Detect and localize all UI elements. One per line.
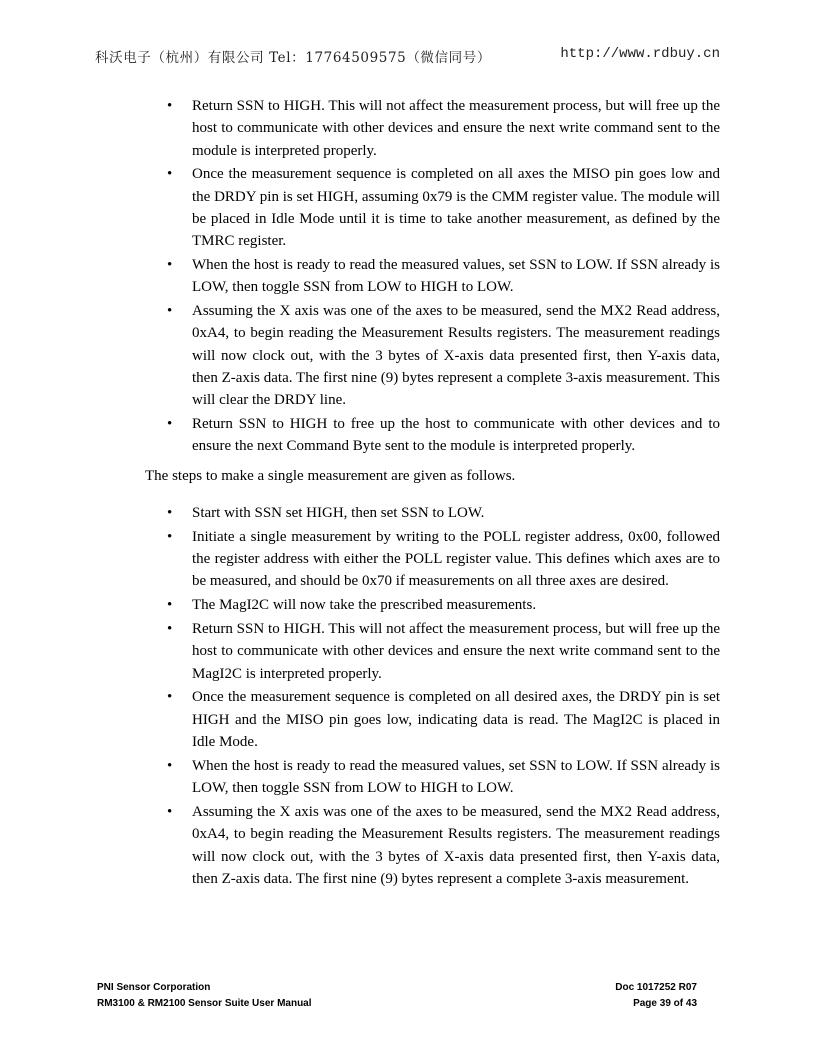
page-content <box>145 95 720 892</box>
list-item: • Return SSN to HIGH. This will not affect the measurement process, but will free up the host to communicate with other devices and ensure the next write command sent to the MagI2C is interpreted properly. <box>145 618 720 685</box>
list-item: • Once the measurement sequence is completed on all desired axes, the DRDY pin is set HIGH and the MISO pin goes low, indicating data is read. The MagI2C is placed in Idle Mode. <box>145 686 720 753</box>
list-item: • Return SSN to HIGH. This will not affect the measurement process, but will free up the host to communicate with other devices and ensure the next write command sent to the module is interpreted properly. <box>145 95 720 162</box>
list-item: • Assuming the X axis was one of the axes to be measured, send the MX2 Read address, 0xA4, to begin reading the Measurement Results registers. The measurement readings will now clock out, with the 3 bytes of X-axis data presented first, then Y-axis data, then Z-axis data. The first nine (9) bytes represent a complete 3-axis measurement. <box>145 801 720 890</box>
list-item: • Return SSN to HIGH to free up the host to communicate with other devices and to ensure the next Command Byte sent to the module is interpreted properly. <box>145 413 720 458</box>
bullet-list-continuous <box>145 95 720 458</box>
list-item: • The MagI2C will now take the prescribed measurements. <box>145 594 720 616</box>
footer-doc-number: Doc 1017252 R07 <box>615 982 697 993</box>
list-item: • Once the measurement sequence is completed on all axes the MISO pin goes low and the DRDY pin is set HIGH, assuming 0x79 is the CMM register value. The module will be placed in Idle Mode until it is time to take another measurement, as defined by the TMRC register. <box>145 163 720 252</box>
footer-left <box>97 980 312 1012</box>
page-footer <box>97 980 697 1016</box>
list-item: • Initiate a single measurement by writing to the POLL register address, 0x00, followed the register address with either the POLL register value. This defines which axes are to be measured, and should be 0x70 if measurements on all three axes are desired. <box>145 526 720 593</box>
footer-right <box>615 980 697 1012</box>
bullet-list-single <box>145 502 720 890</box>
page-header <box>95 46 720 68</box>
footer-manual-title: RM3100 & RM2100 Sensor Suite User Manual <box>97 998 312 1009</box>
list-item: • Start with SSN set HIGH, then set SSN to LOW. <box>145 502 720 524</box>
list-item: • When the host is ready to read the measured values, set SSN to LOW. If SSN already is LOW, then toggle SSN from LOW to HIGH to LOW. <box>145 254 720 299</box>
header-url[interactable]: http://www.rdbuy.cn <box>560 46 720 62</box>
list-item: • When the host is ready to read the measured values, set SSN to LOW. If SSN already is LOW, then toggle SSN from LOW to HIGH to LOW. <box>145 755 720 800</box>
intro-paragraph: The steps to make a single measurement are given as follows. <box>145 467 516 484</box>
footer-page-number: Page 39 of 43 <box>633 998 697 1009</box>
list-item: • Assuming the X axis was one of the axes to be measured, send the MX2 Read address, 0xA4, to begin reading the Measurement Results registers. The measurement readings will now clock out, with the 3 bytes of X-axis data presented first, then Y-axis data, then Z-axis data. The first nine (9) bytes represent a complete 3-axis measurement. This will clear the DRDY line. <box>145 300 720 411</box>
footer-company: PNI Sensor Corporation <box>97 982 211 993</box>
header-company: 科沃电子（杭州）有限公司 Tel：17764509575（微信同号） <box>95 50 491 66</box>
